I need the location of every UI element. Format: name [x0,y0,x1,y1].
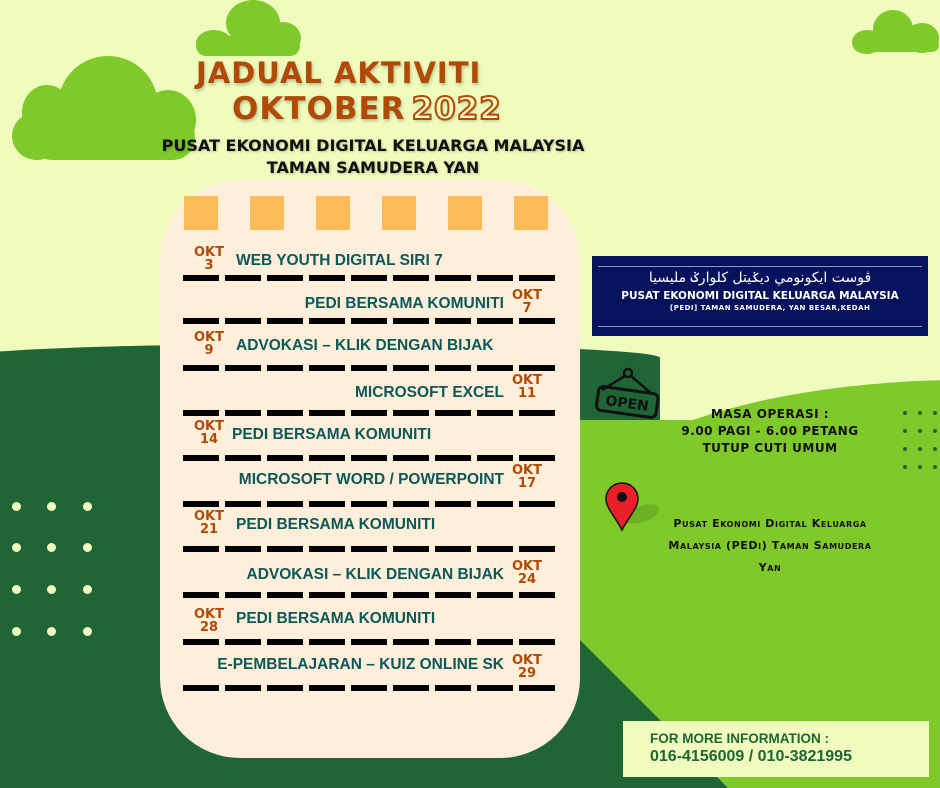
banner-org-name: PUSAT EKONOMI DIGITAL KELUARGA MALAYSIA [621,290,899,302]
divider [183,455,555,461]
calendar-ring-tab [382,196,416,230]
schedule-row [180,246,560,290]
activity-label: PEDI BERSAMA KOMUNITI [232,426,432,443]
divider [183,318,555,324]
banner-rule [598,266,922,267]
activity-label: PEDI BERSAMA KOMUNITI [236,516,436,533]
date-badge: OKT 24 [512,559,542,587]
hours-holiday: TUTUP CUTI UMUM [702,441,838,455]
activity-label: MICROSOFT WORD / POWERPOINT [238,471,504,488]
calendar-ring-tab [448,196,482,230]
date-badge: OKT 17 [512,463,542,491]
address-line: Pusat Ekonomi Digital Keluarga [673,517,867,530]
divider [183,275,555,281]
title-year: 2022 [411,91,502,127]
subtitle-location: TAMAN SAMUDERA YAN [266,158,480,177]
banner-address: [PEDI] TAMAN SAMUDERA, YAN BESAR,KEDAH [670,304,871,312]
contact-box [623,721,929,777]
date-badge: OKT 9 [194,330,224,358]
schedule-row [180,608,560,652]
activity-label: E-PEMBELAJARAN – KUIZ ONLINE SK [217,656,504,673]
date-badge: OKT 11 [512,373,542,401]
date-badge: OKT 7 [512,288,542,316]
hours-time: 9.00 PAGI - 6.00 PETANG [681,424,859,438]
calendar-ring-tab [316,196,350,230]
svg-text:OPEN: OPEN [604,393,650,415]
date-badge: OKT 14 [194,419,224,447]
subtitle-org: PUSAT EKONOMI DIGITAL KELUARGA MALAYSIA [161,136,585,155]
divider [183,639,555,645]
contact-phones[interactable]: 016-4156009 / 010-3821995 [650,748,852,765]
schedule-row [180,654,560,698]
org-banner [592,256,928,336]
address-line: Malaysia (PEDi) Taman Samudera [668,539,872,552]
divider [183,365,555,371]
banner-rule [598,326,922,327]
activity-label: PEDI BERSAMA KOMUNITI [236,610,436,627]
date-badge: OKT 21 [194,509,224,537]
open-sign-icon [592,366,662,426]
title-month: OKTOBER [232,91,406,127]
divider [183,592,555,598]
contact-label: FOR MORE INFORMATION : [650,731,829,746]
divider [183,410,555,416]
banner-jawi-text: ڤوست ايکونومي ديݢيتل کلوارݢ مليسيا [648,270,872,286]
page-title: JADUAL AKTIVITI [196,56,482,90]
divider [183,501,555,507]
address-line: Yan [758,561,782,574]
schedule-row [180,289,560,333]
calendar-ring-tab [514,196,548,230]
divider [183,546,555,552]
activity-label: WEB YOUTH DIGITAL SIRI 7 [236,252,443,269]
hours-label: MASA OPERASI : [710,407,830,421]
date-badge: OKT 29 [512,653,542,681]
activity-label: ADVOKASI – KLIK DENGAN BIJAK [236,337,494,354]
activity-label: PEDI BERSAMA KOMUNITI [304,295,504,312]
date-badge: OKT 3 [194,245,224,273]
title-month-year [232,91,502,127]
activity-label: ADVOKASI – KLIK DENGAN BIJAK [246,566,504,583]
calendar-ring-tab [250,196,284,230]
operating-hours [660,406,880,457]
calendar-ring-tab [184,196,218,230]
location-address [645,513,895,579]
activity-label: MICROSOFT EXCEL [355,384,504,401]
divider [183,685,555,691]
date-badge: OKT 28 [194,607,224,635]
